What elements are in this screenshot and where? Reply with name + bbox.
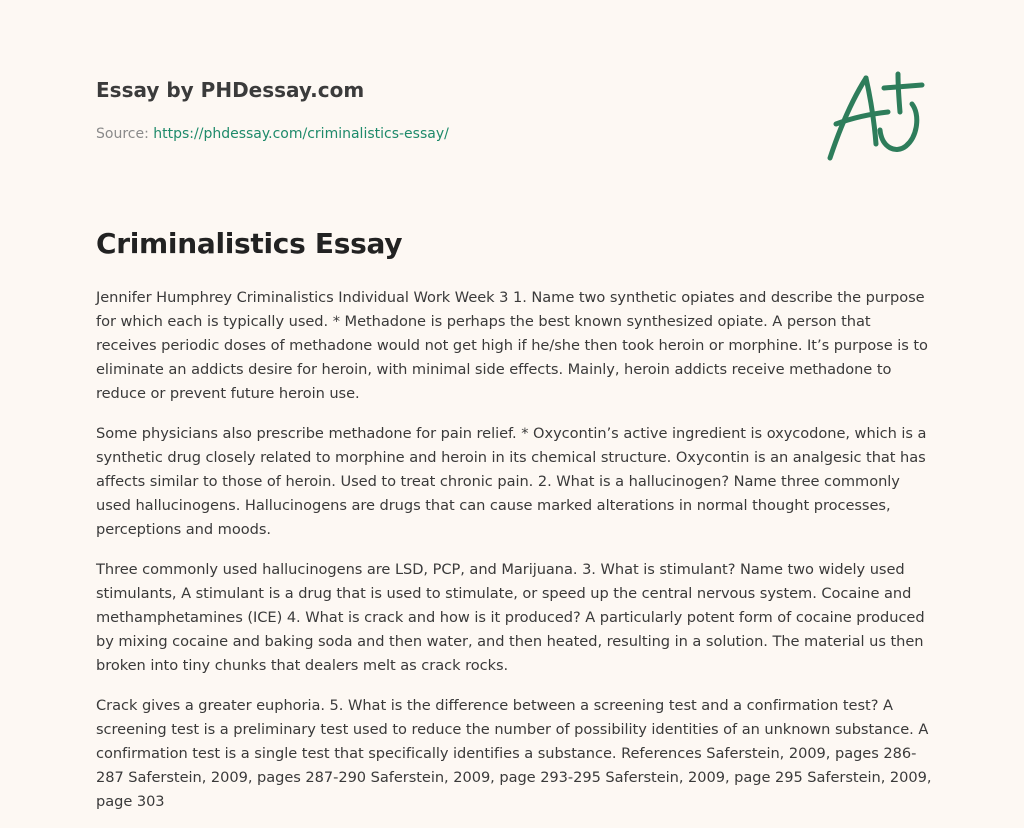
article <box>96 226 932 828</box>
a-plus-grade-icon <box>822 66 928 166</box>
article-paragraph: Crack gives a greater euphoria. 5. What is the difference between a screening test and a confirmation test? A screening test is a preliminary test used to reduce the number of possibility identities of an unknown substance. A confirmation test is a single test that specifically identifies a substance. References Saferstein, 2009, pages 286-287 Saferstein, 2009, pages 287-290 Saferstein, 2009, page 293-295 Saferstein, 2009, page 295 Saferstein, 2009, page 303 <box>96 697 932 810</box>
article-title: Criminalistics Essay <box>96 227 403 260</box>
article-paragraph: Three commonly used hallucinogens are LSD, PCP, and Marijuana. 3. What is stimulant? Name two widely used stimulants, A stimulant is a drug that is used to stimulate, or speed up the central nervous system. Cocaine and methamphetamines (ICE) 4. What is crack and how is it produced? A particularly potent form of cocaine produced by mixing cocaine and baking soda and then water, and then heated, resulting in a solution. The material us then broken into tiny chunks that dealers melt as crack rocks. <box>96 561 925 674</box>
source-label: Source: <box>96 126 154 142</box>
site-title: Essay by PHDessay.com <box>96 78 365 102</box>
source-link[interactable]: https://phdessay.com/criminalistics-essay/ <box>153 126 449 142</box>
source-line <box>96 124 796 144</box>
article-paragraph: Some physicians also prescribe methadone for pain relief. * Oxycontin’s active ingredient is oxycodone, which is a synthetic drug closely related to morphine and heroin in its chemical structure. Oxycontin is an analgesic that has affects similar to those of heroin. Used to treat chronic pain. 2. What is a hallucinogen? Name three commonly used hallucinogens. Hallucinogens are drugs that can cause marked alterations in normal thought processes, perceptions and moods. <box>96 425 927 538</box>
page-header <box>96 76 796 144</box>
article-paragraph: Jennifer Humphrey Criminalistics Individual Work Week 3 1. Name two synthetic opiates and describe the purpose for which each is typically used. * Methadone is perhaps the best known synthesized opiate. A person that receives periodic doses of methadone would not get high if he/she then took heroin or morphine. It’s purpose is to eliminate an addicts desire for heroin, with minimal side effects. Mainly, heroin addicts receive methadone to reduce or prevent future heroin use. <box>96 289 928 402</box>
